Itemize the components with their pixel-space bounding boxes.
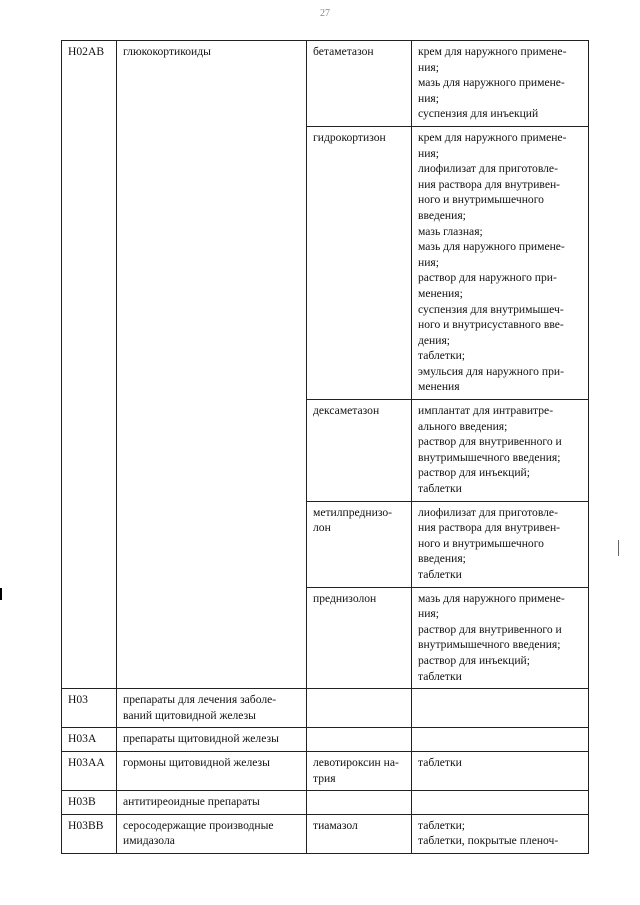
drug-name-cell [307, 689, 412, 728]
drug-name-cell: тиамазол [307, 814, 412, 853]
dosage-form-line: раствор для внутривенного и [418, 435, 562, 449]
dosage-form-line: таблетки; [418, 349, 466, 363]
dosage-forms-cell [412, 814, 589, 853]
drug-name-cell: дексаметазон [307, 400, 412, 502]
dosage-forms-cell [412, 41, 589, 127]
dosage-form-line: ния раствора для внутривен- [418, 521, 561, 535]
dosage-form-line: ния; [418, 91, 439, 105]
dosage-form-line: крем для наружного примене- [418, 45, 567, 58]
dosage-form-line: менения; [418, 286, 463, 300]
dosage-form-line: имплантат для интравитре- [418, 404, 554, 418]
atc-code-cell: H03AA [62, 751, 117, 790]
dosage-form-line: суспензия для инъекций [418, 107, 539, 121]
dosage-form-line: лиофилизат для приготовле- [418, 505, 558, 519]
table-row [62, 41, 589, 127]
drug-name-cell: преднизолон [307, 587, 412, 689]
table-row [62, 728, 589, 752]
dosage-form-line: таблетки [418, 669, 462, 683]
drug-name-cell [307, 791, 412, 815]
dosage-form-line: ния; [418, 60, 439, 74]
drug-name-cell: бетаметазон [307, 41, 412, 127]
dosage-form-line: введения; [418, 552, 466, 566]
dosage-form-line: менения [418, 380, 460, 394]
dosage-forms-cell [412, 791, 589, 815]
pharmacological-group-cell: серосодержащие производные имидазола [117, 814, 307, 853]
dosage-forms-cell [412, 751, 589, 790]
dosage-form-line: ния; [418, 146, 439, 160]
table-row [62, 689, 589, 728]
dosage-form-line: внутримышечного введения; [418, 638, 561, 652]
dosage-form-line: ния; [418, 255, 439, 269]
pharmacological-group-cell: антитиреоидные препараты [117, 791, 307, 815]
dosage-form-line: таблетки; [418, 818, 466, 832]
pharmacological-group-cell: гормоны щитовидной железы [117, 751, 307, 790]
dosage-form-line: мазь глазная; [418, 224, 483, 238]
dosage-form-line: мазь для наружного примене- [418, 76, 565, 90]
drug-table [61, 40, 589, 854]
dosage-form-line: крем для наружного примене- [418, 130, 567, 144]
dosage-form-line: введения; [418, 208, 466, 222]
dosage-form-line: мазь для наружного примене- [418, 591, 565, 605]
pharmacological-group-cell: препараты для лечения заболе- ваний щитовидной железы [117, 689, 307, 728]
dosage-form-line: ния; [418, 607, 439, 621]
dosage-form-line: таблетки [418, 755, 462, 769]
dosage-form-line: раствор для наружного при- [418, 271, 557, 285]
dosage-form-line: ного и внутрисуставного вве- [418, 318, 564, 332]
atc-code-cell: H03A [62, 728, 117, 752]
dosage-form-line: таблетки [418, 482, 462, 496]
dosage-form-line: внутримышечного введения; [418, 450, 561, 464]
dosage-forms-cell [412, 689, 589, 728]
table-body [62, 41, 589, 854]
dosage-form-line: мазь для наружного примене- [418, 240, 565, 254]
dosage-forms-cell [412, 587, 589, 689]
scan-artifact-mark [618, 540, 619, 556]
dosage-form-line: ного и внутримышечного [418, 193, 544, 207]
page-number: 27 [320, 8, 330, 19]
dosage-forms-cell [412, 400, 589, 502]
dosage-form-line: таблетки, покрытые пленоч- [418, 834, 559, 848]
dosage-forms-cell [412, 501, 589, 587]
dosage-form-line: ального введения; [418, 419, 508, 433]
pharmacological-group-cell: глюкокортикоиды [117, 41, 307, 689]
dosage-form-line: раствор для внутривенного и [418, 622, 562, 636]
dosage-form-line: раствор для инъекций; [418, 466, 530, 480]
pharmacological-group-cell: препараты щитовидной железы [117, 728, 307, 752]
dosage-forms-cell [412, 728, 589, 752]
drug-name-cell: метилпреднизо- лон [307, 501, 412, 587]
table-row [62, 751, 589, 790]
drug-name-cell [307, 728, 412, 752]
drug-name-cell: левотироксин на- трия [307, 751, 412, 790]
dosage-form-line: ния раствора для внутривен- [418, 177, 561, 191]
dosage-form-line: суспензия для внутримышеч- [418, 302, 564, 316]
dosage-form-line: лиофилизат для приготовле- [418, 162, 558, 176]
table-row [62, 814, 589, 853]
dosage-form-line: дения; [418, 333, 451, 347]
atc-code-cell: H03BB [62, 814, 117, 853]
atc-code-cell: H03B [62, 791, 117, 815]
table-row [62, 791, 589, 815]
dosage-form-line: таблетки [418, 568, 462, 581]
dosage-form-line: ного и внутримышечного [418, 536, 544, 550]
atc-code-cell: H03 [62, 689, 117, 728]
dosage-form-line: раствор для инъекций; [418, 653, 530, 667]
atc-code-cell: H02AB [62, 41, 117, 689]
dosage-forms-cell [412, 126, 589, 399]
scan-artifact-mark [0, 588, 2, 600]
dosage-form-line: эмульсия для наружного при- [418, 364, 564, 378]
drug-name-cell: гидрокортизон [307, 126, 412, 399]
